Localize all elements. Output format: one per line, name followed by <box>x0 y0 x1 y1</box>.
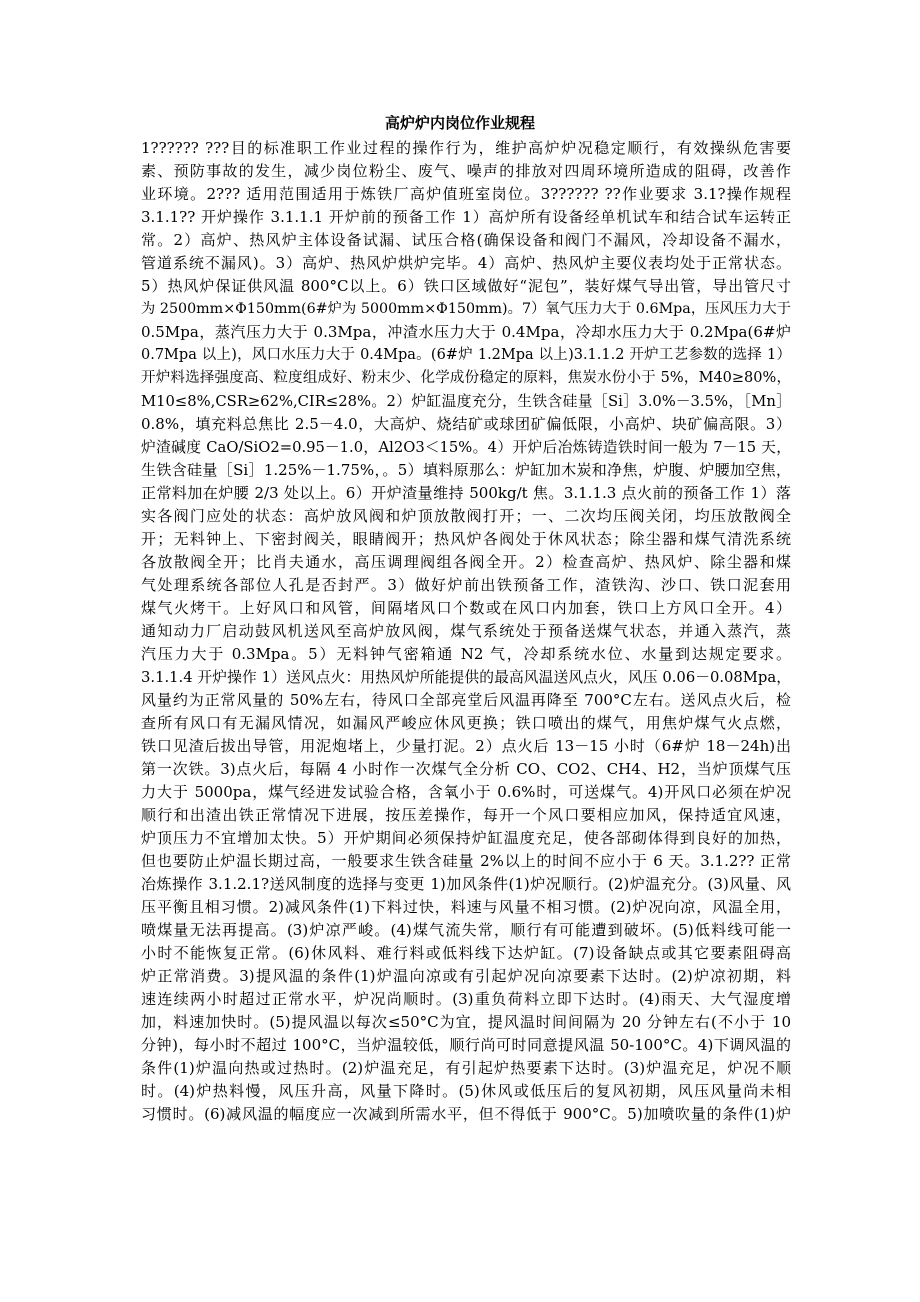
page-title: 高炉炉内岗位作业规程 <box>384 114 535 132</box>
body-text-line: 条件(1)炉温向热或过热时。(2)炉温充足，有引起炉热要素下达时。(3)炉温充足，炉况不顺 <box>141 1059 791 1077</box>
body-text-line: 1?????? ???目的标准职工作业过程的操作行为，维护高炉炉况稳定顺行，有效操纵危害要 <box>141 139 791 157</box>
body-text-line: 汽压力大于 0.3Mpa。5）无料钟气密箱通 N2 气，冷却系统水位、水量到达规定要求。 <box>141 645 791 663</box>
body-text-line: 查所有风口有无漏风情况，如漏风严峻应休风更换；铁口喷出的煤气，用焦炉煤气火点燃， <box>141 714 791 732</box>
body-text-line: 开炉料选择强度高、粒度组成好、粉末少、化学成份稳定的原料，焦炭水份小于 5%，M40≥80%， <box>141 370 791 386</box>
body-text-line: 素、预防事故的发生，减少岗位粉尘、废气、噪声的排放对四周环境所造成的阻碍，改善作 <box>141 162 791 180</box>
body-text-line: 为 2500mm×Φ150mm(6#炉为 5000mm×Φ150mm)。7）氧气压力大于 0.6Mpa，压风压力大于 <box>141 301 791 317</box>
body-text-line: 生铁含硅量［Si］1.25%－1.75%，。5）填料原那么：炉缸加木炭和净焦，炉腹、炉腰加空焦， <box>141 461 791 479</box>
body-text-line: 力大于 5000pa，煤气经进发试验合格，含氧小于 0.6%时，可送煤气。4)开风口必须在炉况 <box>141 783 791 801</box>
body-text-line: 管道系统不漏风)。3）高炉、热风炉烘炉完毕。4）高炉、热风炉主要仪表均处于正常状态。 <box>141 254 791 272</box>
body-text-line: 5）热风炉保证供风温 800°C以上。6）铁口区域做好“泥包”，装好煤气导出管，导出管尺寸 <box>141 277 791 295</box>
body-text-line: 3.1.1.4 开炉操作 1）送风点火：用热风炉所能提供的最高风温送风点火，风压 0.06－0.08Mpa， <box>141 669 791 686</box>
body-text-line: 习惯时。(6)减风温的幅度应一次减到所需水平，但不得低于 900°C。5)加喷吹量的条件(1)炉 <box>141 1105 791 1123</box>
body-text-line: 0.8%，填充料总焦比 2.5－4.0，大高炉、烧结矿或球团矿偏低限，小高炉、块矿偏高限。3） <box>141 415 791 433</box>
body-text-line: 喷煤量无法再提高。(3)炉凉严峻。(4)煤气流失常，顺行有可能遭到破坏。(5)低料线可能一 <box>141 921 791 939</box>
document-body <box>141 137 791 1126</box>
body-text-line: 炉渣碱度 CaO/SiO2=0.95－1.0，Al2O3＜15%。4）开炉后冶炼铸造铁时间一般为 7－15 天， <box>141 439 791 456</box>
body-text-line: 煤气火烤干。上好风口和风管，间隔堵风口个数或在风口内加套，铁口上方风口全开。4） <box>141 599 791 617</box>
body-text-line: 0.5Mpa，蒸汽压力大于 0.3Mpa，冲渣水压力大于 0.4Mpa，冷却水压力大于 0.2Mpa(6#炉 <box>141 323 791 341</box>
body-text-line: 3.1.1?? 开炉操作 3.1.1.1 开炉前的预备工作 1）高炉所有设备经单机试车和结合试车运转正 <box>141 208 791 226</box>
body-text-line: 冶炼操作 3.1.2.1?送风制度的选择与变更 1)加风条件(1)炉况顺行。(2)炉温充分。(3)风量、风 <box>141 875 791 893</box>
body-text-line: 实各阀门应处的状态：高炉放风阀和炉顶放散阀打开；一、二次均压阀关闭，均压放散阀全 <box>141 507 791 525</box>
body-text-line: 炉顶压力不宜增加太快。5）开炉期间必须保持炉缸温度充足，使各部砌体得到良好的加热， <box>141 829 791 847</box>
body-text-line: 业环境。2??? 适用范围适用于炼铁厂高炉值班室岗位。3?????? ??作业要求 3.1?操作规程 <box>141 185 791 203</box>
body-text-line: 顺行和出渣出铁正常情况下进展，按压差操作，每开一个风口要相应加风，保持适宜风速， <box>141 806 791 824</box>
body-text-line: 各放散阀全开；比肖夫通水，高压调理阀组各阀全开。2）检查高炉、热风炉、除尘器和煤 <box>141 553 791 571</box>
body-text-line: 炉正常消费。3)提风温的条件(1)炉温向凉或有引起炉况向凉要素下达时。(2)炉凉初期，料 <box>141 967 791 985</box>
body-text-line: 压平衡且相习惯。2)减风条件(1)下料过快，料速与风量不相习惯。(2)炉况向凉，风温全用， <box>141 898 791 916</box>
body-text-line: 第一次铁。3)点火后，每隔 4 小时作一次煤气全分析 CO、CO2、CH4、H2，当炉顶煤气压 <box>141 760 791 778</box>
body-text-line: 加，料速加快时。(5)提风温以每次≤50°C为宜，提风温时间间隔为 20 分钟左右(不小于 10 <box>141 1013 791 1031</box>
body-text-line: 通知动力厂启动鼓风机送风至高炉放风阀，煤气系统处于预备送煤气状态，并通入蒸汽，蒸 <box>141 622 791 640</box>
body-text-line: 常。2）高炉、热风炉主体设备试漏、试压合格(确保设备和阀门不漏风，冷却设备不漏水， <box>141 231 791 249</box>
body-text-line: 铁口见渣后拔出导管，用泥炮堵上，少量打泥。2）点火后 13－15 小时（6#炉 18－24h)出 <box>141 737 791 755</box>
body-text-line: 时。(4)炉热料慢，风压升高，风量下降时。(5)休风或低压后的复风初期，风压风量尚未相 <box>141 1082 791 1100</box>
body-text-line: 速连续两小时超过正常水平，炉况尚顺时。(3)重负荷料立即下达时。(4)雨天、大气湿度增 <box>141 990 791 1008</box>
body-text-line: 但也要防止炉温长期过高，一般要求生铁含硅量 2%以上的时间不应小于 6 天。3.1.2?? 正常 <box>141 852 791 870</box>
body-text-line: 开；无料钟上、下密封阀关，眼睛阀开；热风炉各阀处于休风状态；除尘器和煤气清洗系统 <box>141 530 791 548</box>
body-text-line: 0.7Mpa 以上)，风口水压力大于 0.4Mpa。(6#炉 1.2Mpa 以上)3.1.1.2 开炉工艺参数的选择 1） <box>141 347 791 363</box>
body-text-line: 分钟)，每小时不超过 100°C，当炉温较低，顺行尚可时同意提风温 50-100°C。4)下调风温的 <box>141 1036 791 1054</box>
body-text-line: 气处理系统各部位人孔是否封严。3）做好炉前出铁预备工作，渣铁沟、沙口、铁口泥套用 <box>141 576 791 594</box>
body-text-line: 风量约为正常风量的 50%左右，待风口全部亮堂后风温再降至 700°C左右。送风点火后，检 <box>141 691 791 709</box>
body-text-line: 正常料加在炉腰 2/3 处以上。6）开炉渣量维持 500kg/t 焦。3.1.1.3 点火前的预备工作 1）落 <box>141 484 791 502</box>
body-text-line: 小时不能恢复正常。(6)休风料、难行料或低料线下达炉缸。(7)设备缺点或其它要素阻碍高 <box>141 944 791 962</box>
body-text-line: M10≤8%,CSR≥62%,CIR≤28%。2）炉缸温度充分，生铁含硅量［Si］3.0%－3.5%，［Mn］ <box>141 393 791 410</box>
